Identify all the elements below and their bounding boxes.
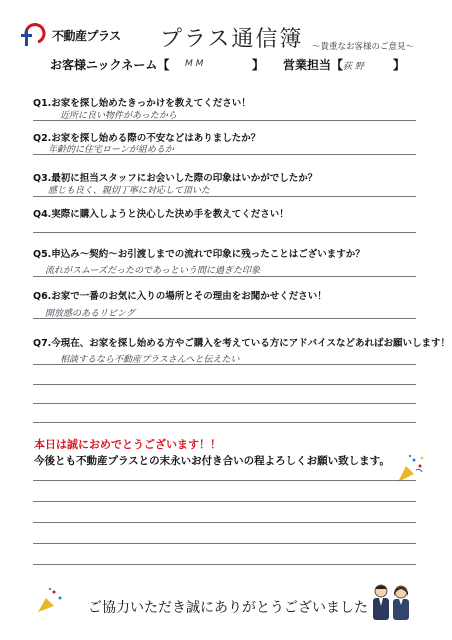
writing-line [33, 522, 416, 523]
question-3: Q3.最初に担当スタッフにお会いした際の印象はいかがでしたか？ [33, 173, 318, 184]
page-subtitle: ～貴重なお客様のご意見～ [312, 42, 415, 52]
answer-line [33, 364, 416, 365]
answer-6: 開放感のあるリビング [45, 309, 135, 319]
answer-1: 近所に良い物件があったから [60, 111, 177, 121]
staff-label: 営業担当【 [283, 58, 344, 72]
page-title: プラス通信簿 [160, 27, 304, 52]
brand-logo [18, 20, 128, 48]
staff-value: 荻 野 [343, 62, 364, 72]
answer-line [33, 196, 416, 197]
staff-close: 】 [393, 58, 406, 72]
answer-line [33, 384, 416, 385]
answer-7: 相談するなら不動産プラスさんへと伝えたい [60, 355, 240, 365]
answer-line [33, 276, 416, 277]
answer-line [33, 154, 416, 155]
answer-5: 流れがスムーズだったのであっという間に過ぎた印象 [45, 266, 261, 276]
brand-name: 不動産プラス [52, 29, 121, 43]
question-7: Q7.今現在、お家を探し始める方やご購入を考えている方にアドバイスなどあればお願いします！ [33, 338, 451, 349]
writing-line [33, 543, 416, 544]
thanks-message: 今後とも不動産プラスとの末永いお付き合いの程よろしくお願い致します。 [34, 455, 390, 467]
nickname-label: お客様ニックネーム【 [50, 58, 170, 72]
answer-line [33, 318, 416, 319]
brand-logo-icon [18, 20, 50, 50]
answer-3: 感じも良く、親切丁寧に対応して頂いた [48, 186, 210, 196]
question-1: Q1.お家を探し始めたきっかけを教えてください！ [33, 98, 251, 109]
closing-message: ご協力いただき誠にありがとうございました [88, 600, 368, 616]
writing-line [33, 564, 416, 565]
staff-illustration-icon [366, 582, 416, 624]
question-4: Q4.実際に購入しようと決心した決め手を教えてください！ [33, 209, 289, 220]
question-5: Q5.申込み～契約～お引渡しまでの流れで印象に残ったことはございますか？ [33, 249, 365, 260]
confetti-icon [34, 584, 68, 618]
writing-line [33, 501, 416, 502]
answer-line [33, 403, 416, 404]
question-2: Q2.お家を探し始める際の不安などはありましたか？ [33, 133, 261, 144]
nickname-value: M M [185, 59, 204, 69]
writing-line [33, 480, 416, 481]
answer-line [33, 232, 416, 233]
answer-2: 年齢的に住宅ローンが組めるか [48, 145, 174, 155]
answer-line [33, 422, 416, 423]
nickname-close: 】 [252, 58, 265, 72]
answer-line [33, 120, 416, 121]
question-6: Q6.お家で一番のお気に入りの場所とその理由をお聞かせください！ [33, 291, 327, 302]
congratulations-message: 本日は誠におめでとうございます！！ [34, 438, 221, 451]
